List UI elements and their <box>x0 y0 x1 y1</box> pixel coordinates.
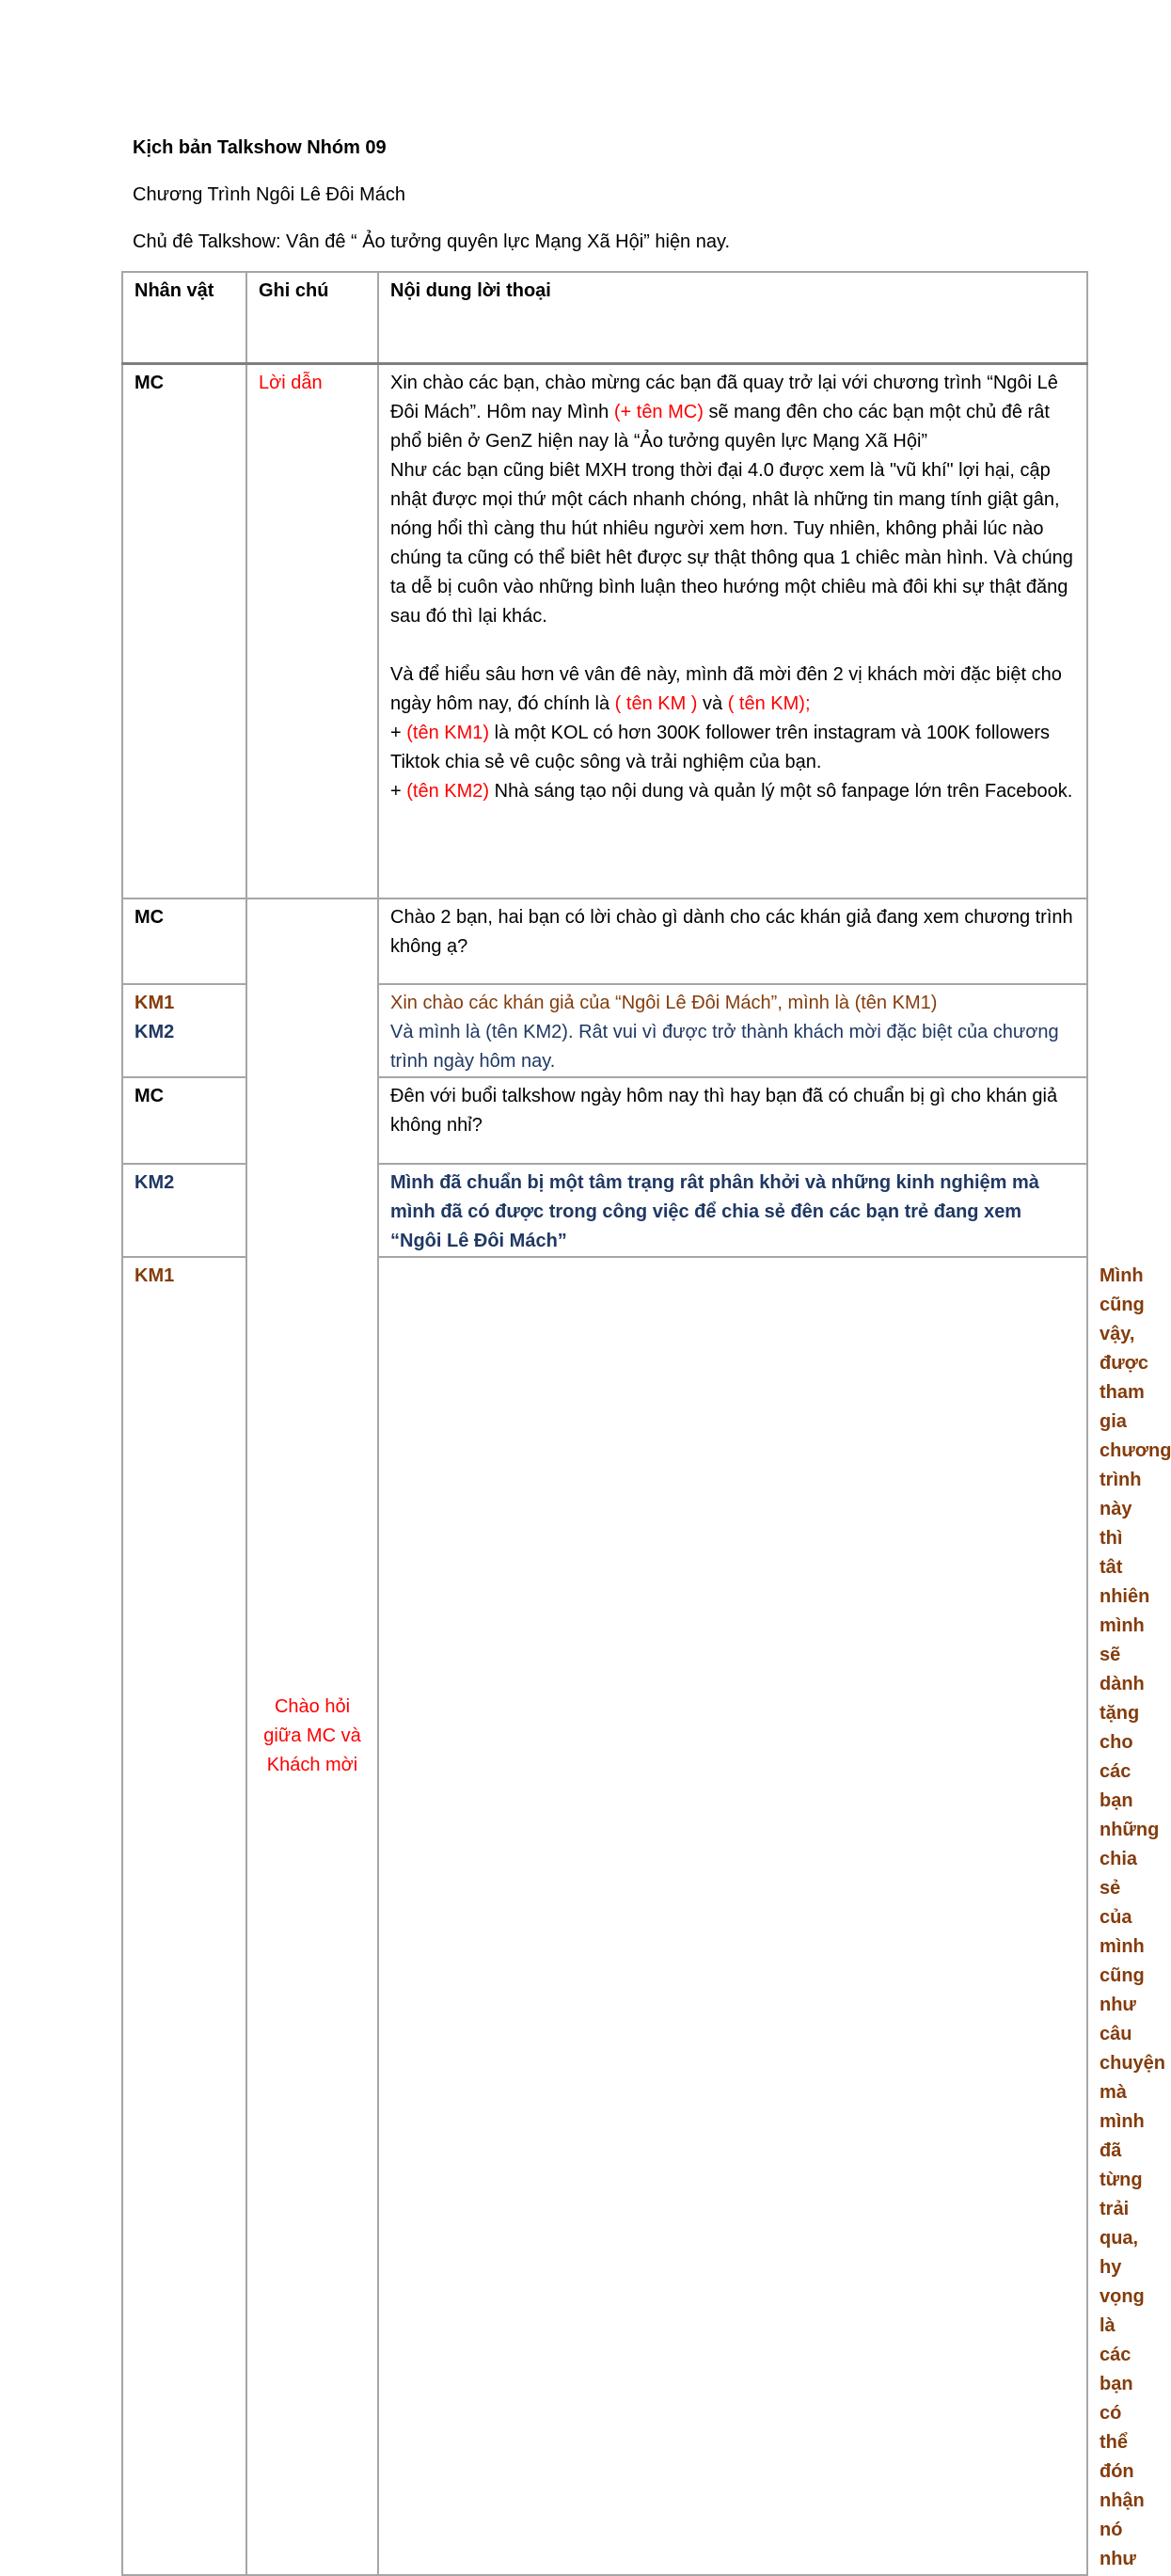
greeting-note: Chào hỏi giữa MC và Khách mời <box>263 1696 361 1775</box>
table-row <box>122 898 1087 984</box>
dialogue-text: Nhà sáng tạo nội dung và quản lý một sô fanpage lớn trên Facebook. <box>489 781 1073 802</box>
dialogue-km1: Xin chào các khán giả của “Ngôi Lê Đôi Mách”, mình là (tên KM1) <box>390 992 938 1013</box>
dialogue-text: và <box>697 693 728 714</box>
speaker-cell <box>122 984 246 1077</box>
speaker-cell: MC <box>122 898 246 984</box>
placeholder-km2-name: (tên KM2) <box>406 781 490 802</box>
bullet-plus: + <box>390 781 407 802</box>
speaker-cell: KM1 <box>122 1257 246 2575</box>
dialogue-cell <box>378 364 1087 898</box>
placeholder-guest-name: ( tên KM); <box>727 693 811 714</box>
dialogue-cell: Đên với buổi talkshow ngày hôm nay thì hay bạn đã có chuẩn bị gì cho khán giả không nhỉ? <box>378 1077 1087 1164</box>
speaker-cell: KM2 <box>122 1164 246 1257</box>
speaker-cell: MC <box>122 364 246 898</box>
dialogue-text: là một KOL có hơn 300K follower trên instagram và 100K followers Tiktok chia sẻ vê cuộc sông và trải nghiệm của bạn. <box>390 723 1051 772</box>
dialogue-paragraph <box>390 719 1075 777</box>
paragraph-gap <box>390 631 1075 660</box>
dialogue-paragraph: Như các bạn cũng biêt MXH trong thời đại 4.0 được xem là "vũ khí" lợi hại, cập nhật được mọi thứ một cách nhanh chóng, nhât là những tin mang tính giật gân, nóng hổi thì càng thu hút nhiêu người xem hơn. Tuy nhiên, không phải lúc nào chúng ta cũng có thể biêt hêt được sự thật thông qua 1 chiêc màn hình. Và chúng ta dễ bị cuôn vào những bình luận theo hướng một chiêu mà đôi khi sự thật đăng sau đó thì lại khác. <box>390 460 1073 627</box>
dialogue-text: sẽ mang đên cho các bạn một chủ đê rât phổ biên ở GenZ hiện nay là “Ảo tưởng quyên lực Mạng Xã Hội” <box>390 402 1050 452</box>
empty-note-cell <box>378 1257 1087 2575</box>
header-content: Nội dung lời thoại <box>378 272 1087 364</box>
program-name: Chương Trình Ngôi Lê Đôi Mách <box>133 184 405 205</box>
dialogue-cell <box>378 984 1087 1077</box>
dialogue-paragraph <box>390 369 1075 456</box>
greeting-note-cell <box>246 898 378 2575</box>
dialogue-text: Xin chào các bạn, chào mừng các bạn đã quay trở lại với chương trình “Ngôi Lê Đôi Mách”. Hôm nay Mình <box>390 373 1058 422</box>
header-note: Ghi chú <box>246 272 378 364</box>
script-table <box>121 271 1171 2576</box>
bullet-plus: + <box>390 723 407 743</box>
header-character: Nhân vật <box>122 272 246 364</box>
speaker-km2: KM2 <box>135 1021 175 1042</box>
placeholder-guest-name: ( tên KM ) <box>614 693 698 714</box>
placeholder-km1-name: (tên KM1) <box>406 723 490 743</box>
dialogue-cell: Chào 2 bạn, hai bạn có lời chào gì dành cho các khán giả đang xem chương trình không ạ? <box>378 898 1087 984</box>
dialogue-paragraph <box>390 777 1075 806</box>
note-cell: Lời dẫn <box>246 364 378 898</box>
talkshow-topic: Chủ đê Talkshow: Vân đê “ Ảo tưởng quyên lực Mạng Xã Hội” hiện nay. <box>133 231 731 252</box>
dialogue-cell: Mình đã chuẩn bị một tâm trạng rât phân khởi và những kinh nghiệm mà mình đã có được trong công việc để chia sẻ đên các bạn trẻ đang xem “Ngôi Lê Đôi Mách” <box>378 1164 1087 1257</box>
table-row <box>122 364 1087 898</box>
speaker-cell: MC <box>122 1077 246 1164</box>
dialogue-text: Và để hiểu sâu hơn vê vân đê này, mình đã mời đên 2 vị khách mời đặc biệt cho ngày hôm nay, đó chính là <box>390 664 1062 714</box>
table-header-row <box>122 272 1087 364</box>
document-title: Kịch bản Talkshow Nhóm 09 <box>133 137 387 158</box>
dialogue-paragraph <box>390 660 1075 719</box>
table-row: KM1 Mình cũng vậy, được tham gia chương trình này thì tât nhiên mình sẽ dành tặng cho các bạn những chia sẻ của mình cũng như câu chuyện mà mình đã từng trải qua, hy vọng là các bạn có thể đón nhận nó như <box>122 1257 1087 2575</box>
speaker-km1: KM1 <box>135 992 175 1013</box>
placeholder-mc-name: (+ tên MC) <box>613 402 704 422</box>
dialogue-km2: Và mình là (tên KM2). Rât vui vì được trở thành khách mời đặc biệt của chương trình ngày hôm nay. <box>390 1021 1059 1072</box>
